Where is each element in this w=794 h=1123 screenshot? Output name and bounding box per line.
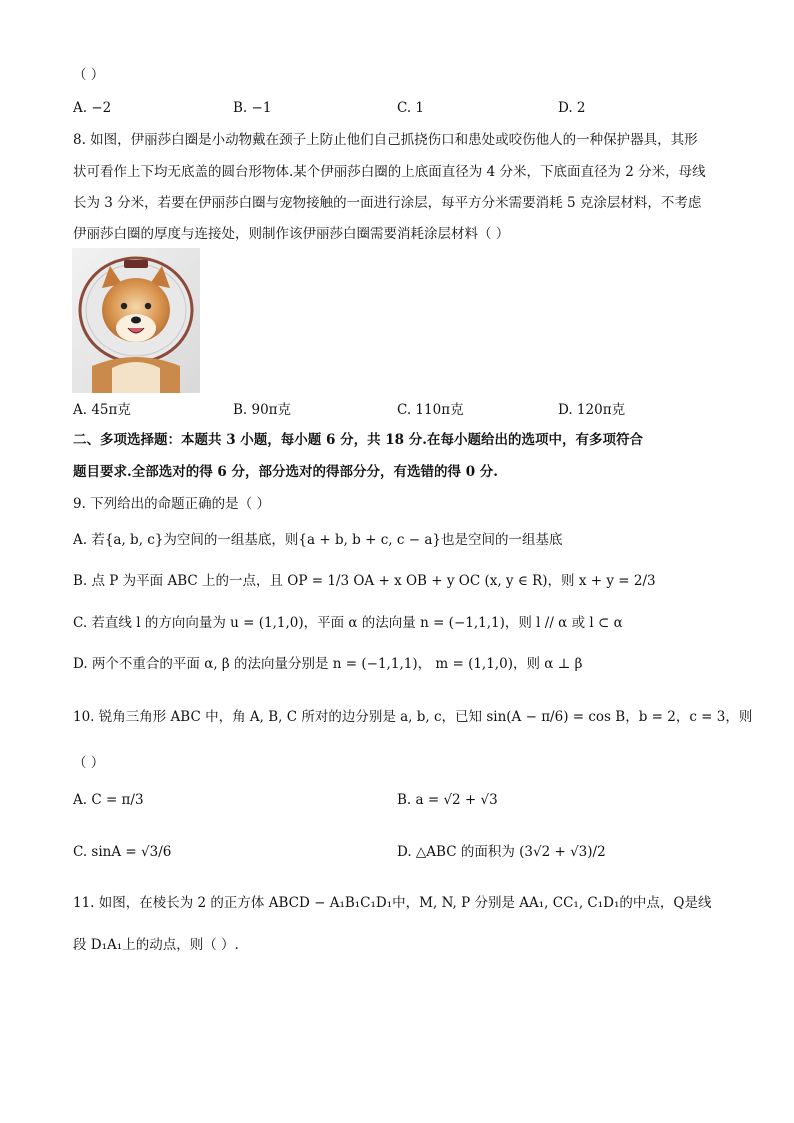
q10-option-c: C. sinA = √3/6: [73, 844, 172, 860]
q7-option-c: C. 1: [397, 100, 425, 116]
q7-answer-paren: （ ）: [73, 67, 105, 83]
q10-option-b: B. a = √2 + √3: [397, 792, 498, 808]
q9-option-a: A. 若{a, b, c}为空间的一组基底，则{a + b, b + c, c − a}也是空间的一组基底: [73, 532, 563, 548]
q9-option-c: C. 若直线 l 的方向向量为 u = (1,1,0)，平面 α 的法向量 n = (−1,1,1)，则 l // α 或 l ⊂ α: [73, 615, 623, 631]
q9-option-b: B. 点 P 为平面 ABC 上的一点，且 OP = 1/3 OA + x OB + y OC (x, y ∈ R)，则 x + y = 2/3: [73, 573, 656, 589]
section2-heading-line-1: 二、多项选择题：本题共 3 小题，每小题 6 分，共 18 分.在每小题给出的选项中，有多项符合: [73, 432, 643, 448]
q8-line-1: 8. 如图，伊丽莎白圈是小动物戴在颈子上防止他们自己抓挠伤口和患处或咬伤他人的一种保护器具，其形: [73, 132, 698, 148]
q10-option-a: A. C = π/3: [73, 792, 144, 808]
q7-option-d: D. 2: [558, 100, 586, 116]
q10-paren: （ ）: [73, 755, 105, 771]
q9-stem: 9. 下列给出的命题正确的是（ ）: [73, 496, 270, 512]
q8-option-c: C. 110π克: [397, 402, 464, 418]
q8-line-2: 状可看作上下均无底盖的圆台形物体.某个伊丽莎白圈的上底面直径为 4 分米，下底面直径为 2 分米，母线: [73, 164, 706, 180]
q8-option-b: B. 90π克: [233, 402, 292, 418]
q11-line-1: 11. 如图，在棱长为 2 的正方体 ABCD − A₁B₁C₁D₁中，M, N, P 分别是 AA₁, CC₁, C₁D₁的中点，Q是线: [73, 895, 712, 911]
q9-option-d: D. 两个不重合的平面 α, β 的法向量分别是 n = (−1,1,1)， m = (1,1,0)，则 α ⊥ β: [73, 656, 583, 672]
section2-heading-line-2: 题目要求.全部选对的得 6 分，部分选对的得部分分，有选错的得 0 分.: [73, 464, 498, 480]
q8-line-4: 伊丽莎白圈的厚度与连接处，则制作该伊丽莎白圈需要消耗涂层材料（ ）: [73, 226, 510, 242]
q8-line-3: 长为 3 分米，若要在伊丽莎白圈与宠物接触的一面进行涂层，每平方分米需要消耗 5 克涂层材料，不考虑: [73, 195, 702, 211]
q8-option-a: A. 45π克: [73, 402, 131, 418]
dog-with-elizabethan-collar-photo: [72, 248, 200, 393]
q7-option-a: A. −2: [73, 100, 112, 116]
q8-option-d: D. 120π克: [558, 402, 626, 418]
q7-option-b: B. −1: [233, 100, 272, 116]
q10-stem: 10. 锐角三角形 ABC 中，角 A, B, C 所对的边分别是 a, b, c，已知 sin(A − π/6) = cos B，b = 2，c = 3，则: [73, 709, 753, 725]
q11-line-2: 段 D₁A₁上的动点，则（ ）.: [73, 937, 239, 953]
q10-option-d: D. △ABC 的面积为 (3√2 + √3)/2: [397, 844, 606, 860]
